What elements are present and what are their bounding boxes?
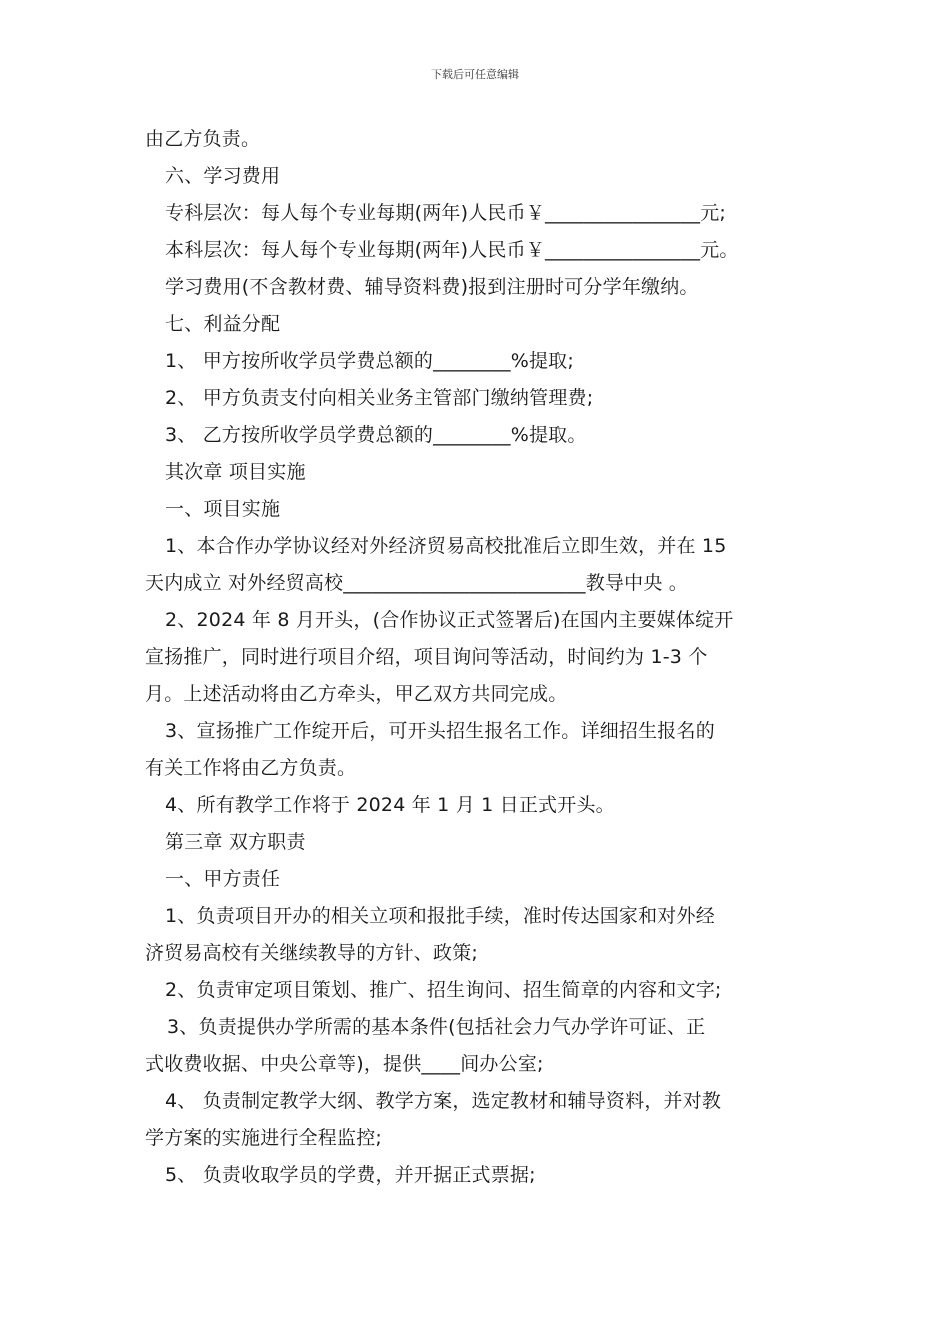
list-item: 3、 乙方按所收学员学费总额的________%提取。 (165, 424, 587, 446)
list-item: 2、 甲方负责支付向相关业务主管部门缴纳管理费; (165, 387, 594, 409)
text-line: 专科层次：每人每个专业每期(两年)人民币￥________________元; (165, 202, 727, 224)
text-line: 宣扬推广，同时进行项目介绍，项目询问等活动，时间约为 1-3 个 (145, 646, 708, 668)
section-heading: 六、学习费用 (165, 165, 281, 187)
text-line: 天内成立 对外经贸高校_________________________教导中央 。 (145, 572, 688, 594)
list-item: 4、 负责制定教学大纲、教学方案，选定教材和辅导资料，并对教 (165, 1090, 722, 1112)
text-line: 学习费用(不含教材费、辅导资料费)报到注册时可分学年缴纳。 (165, 276, 699, 298)
list-item: 1、本合作办学协议经对外经济贸易高校批准后立即生效，并在 15 (165, 535, 727, 557)
chapter-heading: 第三章 双方职责 (165, 831, 306, 853)
list-item: 5、 负责收取学员的学费，并开据正式票据; (165, 1164, 536, 1186)
list-item: 2、2024 年 8 月开头，(合作协议正式签署后)在国内主要媒体绽开 (165, 609, 734, 631)
list-item: 3、宣扬推广工作绽开后，可开头招生报名工作。详细招生报名的 (165, 720, 715, 742)
text-line: 本科层次：每人每个专业每期(两年)人民币￥________________元。 (165, 239, 739, 261)
list-item: 1、 甲方按所收学员学费总额的________%提取; (165, 350, 574, 372)
list-item: 1、负责项目开办的相关立项和报批手续，准时传达国家和对外经 (165, 905, 715, 927)
text-line: 由乙方负责。 (145, 128, 261, 150)
list-item: 3、负责提供办学所需的基本条件(包括社会力气办学许可证、正 (167, 1016, 706, 1038)
text-line: 学方案的实施进行全程监控; (145, 1127, 383, 1149)
page-header: 下载后可任意编辑 (431, 68, 519, 81)
chapter-heading: 其次章 项目实施 (165, 461, 306, 483)
list-item: 4、所有教学工作将于 2024 年 1 月 1 日正式开头。 (165, 794, 615, 816)
section-heading: 七、利益分配 (165, 313, 281, 335)
section-heading: 一、项目实施 (165, 498, 281, 520)
section-heading: 一、甲方责任 (165, 868, 281, 890)
text-line: 式收费收据、中央公章等)，提供____间办公室; (145, 1053, 544, 1075)
text-line: 月。上述活动将由乙方牵头，甲乙双方共同完成。 (145, 683, 568, 705)
text-line: 济贸易高校有关继续教导的方针、政策; (145, 942, 479, 964)
text-line: 有关工作将由乙方负责。 (145, 757, 357, 779)
list-item: 2、负责审定项目策划、推广、招生询问、招生简章的内容和文字; (165, 979, 722, 1001)
